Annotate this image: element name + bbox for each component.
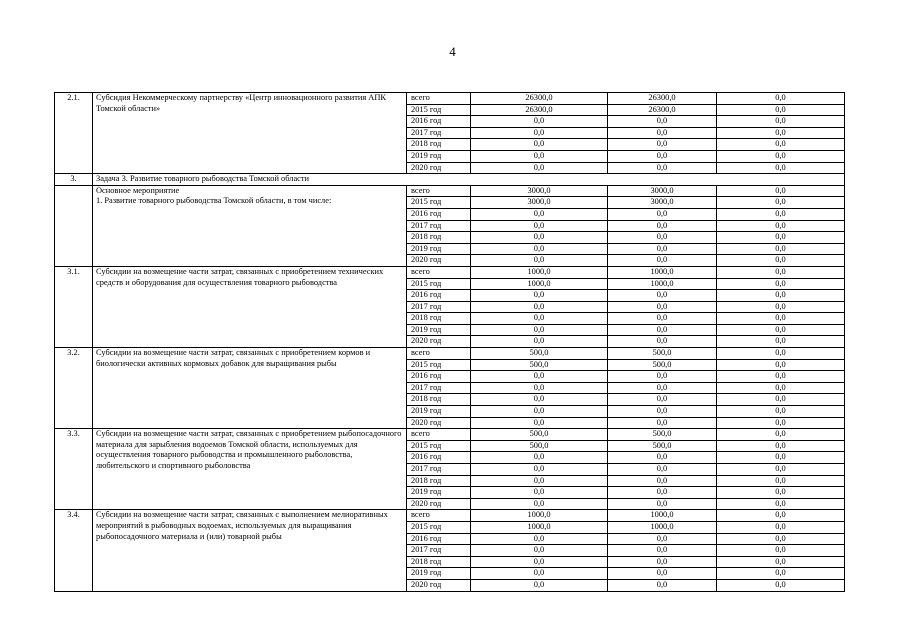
total-amount: 0,0 [471, 232, 608, 244]
row-number: 3.2. [55, 348, 93, 429]
table-row [55, 93, 845, 105]
regional-budget-amount: 0,0 [608, 498, 717, 510]
table-row [55, 510, 845, 522]
total-amount: 0,0 [471, 371, 608, 383]
regional-budget-amount: 0,0 [608, 290, 717, 302]
period-label: 2019 год [407, 150, 471, 162]
total-amount: 0,0 [471, 498, 608, 510]
other-sources-amount: 0,0 [717, 139, 845, 151]
period-label: 2016 год [407, 208, 471, 220]
regional-budget-amount: 0,0 [608, 139, 717, 151]
row-number [55, 185, 93, 266]
total-amount: 0,0 [471, 243, 608, 255]
regional-budget-amount: 0,0 [608, 127, 717, 139]
other-sources-amount: 0,0 [717, 232, 845, 244]
total-amount: 0,0 [471, 487, 608, 499]
other-sources-amount: 0,0 [717, 533, 845, 545]
regional-budget-amount: 1000,0 [608, 510, 717, 522]
row-number: 3.1. [55, 266, 93, 347]
other-sources-amount: 0,0 [717, 336, 845, 348]
total-amount: 0,0 [471, 139, 608, 151]
period-label: 2020 год [407, 579, 471, 591]
regional-budget-amount: 0,0 [608, 324, 717, 336]
regional-budget-amount: 0,0 [608, 556, 717, 568]
other-sources-amount: 0,0 [717, 579, 845, 591]
other-sources-amount: 0,0 [717, 464, 845, 476]
period-label: 2018 год [407, 313, 471, 325]
regional-budget-amount: 0,0 [608, 162, 717, 174]
total-amount: 0,0 [471, 417, 608, 429]
period-label: 2018 год [407, 394, 471, 406]
other-sources-amount: 0,0 [717, 290, 845, 302]
other-sources-amount: 0,0 [717, 313, 845, 325]
regional-budget-amount: 1000,0 [608, 521, 717, 533]
period-label: 2019 год [407, 406, 471, 418]
period-label: 2017 год [407, 545, 471, 557]
period-label: 2016 год [407, 290, 471, 302]
regional-budget-amount: 0,0 [608, 243, 717, 255]
other-sources-amount: 0,0 [717, 104, 845, 116]
regional-budget-amount: 26300,0 [608, 104, 717, 116]
total-amount: 0,0 [471, 150, 608, 162]
other-sources-amount: 0,0 [717, 208, 845, 220]
section-row [55, 174, 845, 186]
funding-table [54, 92, 845, 592]
regional-budget-amount: 3000,0 [608, 197, 717, 209]
section-title: Задача 3. Развитие товарного рыбоводства Томской области [93, 174, 845, 186]
measure-description: Основное мероприятие 1. Развитие товарного рыбоводства Томской области, в том числе: [93, 185, 407, 266]
period-label: всего [407, 93, 471, 105]
total-amount: 0,0 [471, 406, 608, 418]
period-label: всего [407, 266, 471, 278]
total-amount: 0,0 [471, 162, 608, 174]
total-amount: 0,0 [471, 255, 608, 267]
regional-budget-amount: 0,0 [608, 116, 717, 128]
period-label: 2017 год [407, 382, 471, 394]
total-amount: 500,0 [471, 348, 608, 360]
other-sources-amount: 0,0 [717, 545, 845, 557]
total-amount: 0,0 [471, 290, 608, 302]
other-sources-amount: 0,0 [717, 440, 845, 452]
other-sources-amount: 0,0 [717, 556, 845, 568]
other-sources-amount: 0,0 [717, 278, 845, 290]
period-label: 2015 год [407, 104, 471, 116]
period-label: 2020 год [407, 162, 471, 174]
total-amount: 0,0 [471, 533, 608, 545]
regional-budget-amount: 0,0 [608, 255, 717, 267]
period-label: 2016 год [407, 371, 471, 383]
period-label: 2019 год [407, 568, 471, 580]
period-label: 2017 год [407, 220, 471, 232]
period-label: 2015 год [407, 197, 471, 209]
total-amount: 500,0 [471, 359, 608, 371]
regional-budget-amount: 0,0 [608, 452, 717, 464]
total-amount: 0,0 [471, 324, 608, 336]
other-sources-amount: 0,0 [717, 498, 845, 510]
total-amount: 1000,0 [471, 266, 608, 278]
measure-description: Субсидии на возмещение части затрат, связанных с приобретением технических средств и оборудования для осуществления товарного рыбоводства [93, 266, 407, 347]
other-sources-amount: 0,0 [717, 417, 845, 429]
total-amount: 0,0 [471, 336, 608, 348]
period-label: всего [407, 348, 471, 360]
regional-budget-amount: 0,0 [608, 313, 717, 325]
total-amount: 0,0 [471, 545, 608, 557]
period-label: 2020 год [407, 417, 471, 429]
other-sources-amount: 0,0 [717, 382, 845, 394]
row-number: 2.1. [55, 93, 93, 174]
page-number: 4 [449, 44, 456, 59]
table-row [55, 429, 845, 441]
total-amount: 0,0 [471, 208, 608, 220]
period-label: 2018 год [407, 475, 471, 487]
total-amount: 0,0 [471, 556, 608, 568]
regional-budget-amount: 500,0 [608, 429, 717, 441]
other-sources-amount: 0,0 [717, 452, 845, 464]
period-label: 2016 год [407, 452, 471, 464]
total-amount: 0,0 [471, 579, 608, 591]
total-amount: 0,0 [471, 301, 608, 313]
other-sources-amount: 0,0 [717, 359, 845, 371]
total-amount: 500,0 [471, 440, 608, 452]
period-label: 2015 год [407, 359, 471, 371]
total-amount: 3000,0 [471, 185, 608, 197]
row-number: 3.3. [55, 429, 93, 510]
other-sources-amount: 0,0 [717, 185, 845, 197]
total-amount: 1000,0 [471, 278, 608, 290]
other-sources-amount: 0,0 [717, 197, 845, 209]
measure-description: Субсидия Некоммерческому партнерству «Центр инновационного развития АПК Томской области» [93, 93, 407, 174]
other-sources-amount: 0,0 [717, 127, 845, 139]
other-sources-amount: 0,0 [717, 510, 845, 522]
total-amount: 0,0 [471, 116, 608, 128]
other-sources-amount: 0,0 [717, 406, 845, 418]
period-label: 2017 год [407, 464, 471, 476]
regional-budget-amount: 0,0 [608, 150, 717, 162]
regional-budget-amount: 3000,0 [608, 185, 717, 197]
regional-budget-amount: 500,0 [608, 348, 717, 360]
period-label: 2020 год [407, 336, 471, 348]
regional-budget-amount: 0,0 [608, 208, 717, 220]
other-sources-amount: 0,0 [717, 394, 845, 406]
regional-budget-amount: 0,0 [608, 417, 717, 429]
total-amount: 0,0 [471, 394, 608, 406]
table-row [55, 266, 845, 278]
regional-budget-amount: 0,0 [608, 579, 717, 591]
other-sources-amount: 0,0 [717, 266, 845, 278]
total-amount: 0,0 [471, 568, 608, 580]
total-amount: 26300,0 [471, 93, 608, 105]
regional-budget-amount: 0,0 [608, 301, 717, 313]
other-sources-amount: 0,0 [717, 429, 845, 441]
other-sources-amount: 0,0 [717, 475, 845, 487]
period-label: 2018 год [407, 139, 471, 151]
period-label: 2019 год [407, 324, 471, 336]
period-label: всего [407, 429, 471, 441]
other-sources-amount: 0,0 [717, 324, 845, 336]
row-number: 3. [55, 174, 93, 186]
regional-budget-amount: 0,0 [608, 232, 717, 244]
regional-budget-amount: 500,0 [608, 440, 717, 452]
regional-budget-amount: 0,0 [608, 220, 717, 232]
measure-description: Субсидии на возмещение части затрат, связанных с приобретением кормов и биологически активных кормовых добавок для выращивания рыбы [93, 348, 407, 429]
regional-budget-amount: 0,0 [608, 394, 717, 406]
period-label: 2018 год [407, 232, 471, 244]
table-row [55, 185, 845, 197]
regional-budget-amount: 0,0 [608, 568, 717, 580]
period-label: всего [407, 510, 471, 522]
period-label: 2015 год [407, 521, 471, 533]
total-amount: 0,0 [471, 127, 608, 139]
total-amount: 500,0 [471, 429, 608, 441]
period-label: 2019 год [407, 487, 471, 499]
other-sources-amount: 0,0 [717, 348, 845, 360]
total-amount: 3000,0 [471, 197, 608, 209]
regional-budget-amount: 1000,0 [608, 266, 717, 278]
other-sources-amount: 0,0 [717, 243, 845, 255]
total-amount: 0,0 [471, 220, 608, 232]
other-sources-amount: 0,0 [717, 301, 845, 313]
period-label: всего [407, 185, 471, 197]
period-label: 2020 год [407, 255, 471, 267]
other-sources-amount: 0,0 [717, 150, 845, 162]
period-label: 2017 год [407, 301, 471, 313]
period-label: 2015 год [407, 278, 471, 290]
regional-budget-amount: 26300,0 [608, 93, 717, 105]
total-amount: 0,0 [471, 382, 608, 394]
table-row [55, 348, 845, 360]
other-sources-amount: 0,0 [717, 220, 845, 232]
total-amount: 0,0 [471, 452, 608, 464]
regional-budget-amount: 0,0 [608, 382, 717, 394]
measure-description: Субсидии на возмещение части затрат, связанных с выполнением мелиоративных мероприятий в рыбоводных водоемах, используемых для выращивания рыбопосадочного материала и (или) товарной рыбы [93, 510, 407, 591]
total-amount: 1000,0 [471, 510, 608, 522]
total-amount: 0,0 [471, 313, 608, 325]
other-sources-amount: 0,0 [717, 93, 845, 105]
measure-description: Субсидии на возмещение части затрат, связанных с приобретением рыбопосадочного материала для зарыбления водоемов Томской области, используемых для осуществления товарного рыбоводства и промышленного рыболовства, любительского и спортивного рыболовства [93, 429, 407, 510]
other-sources-amount: 0,0 [717, 162, 845, 174]
period-label: 2016 год [407, 533, 471, 545]
regional-budget-amount: 0,0 [608, 545, 717, 557]
other-sources-amount: 0,0 [717, 568, 845, 580]
period-label: 2016 год [407, 116, 471, 128]
total-amount: 26300,0 [471, 104, 608, 116]
other-sources-amount: 0,0 [717, 116, 845, 128]
total-amount: 0,0 [471, 464, 608, 476]
regional-budget-amount: 0,0 [608, 336, 717, 348]
row-number: 3.4. [55, 510, 93, 591]
period-label: 2020 год [407, 498, 471, 510]
regional-budget-amount: 1000,0 [608, 278, 717, 290]
regional-budget-amount: 0,0 [608, 533, 717, 545]
total-amount: 0,0 [471, 475, 608, 487]
regional-budget-amount: 0,0 [608, 475, 717, 487]
period-label: 2019 год [407, 243, 471, 255]
regional-budget-amount: 500,0 [608, 359, 717, 371]
period-label: 2015 год [407, 440, 471, 452]
other-sources-amount: 0,0 [717, 487, 845, 499]
other-sources-amount: 0,0 [717, 521, 845, 533]
period-label: 2018 год [407, 556, 471, 568]
funding-table-body [55, 93, 845, 592]
other-sources-amount: 0,0 [717, 255, 845, 267]
regional-budget-amount: 0,0 [608, 464, 717, 476]
period-label: 2017 год [407, 127, 471, 139]
regional-budget-amount: 0,0 [608, 371, 717, 383]
total-amount: 1000,0 [471, 521, 608, 533]
regional-budget-amount: 0,0 [608, 406, 717, 418]
regional-budget-amount: 0,0 [608, 487, 717, 499]
other-sources-amount: 0,0 [717, 371, 845, 383]
